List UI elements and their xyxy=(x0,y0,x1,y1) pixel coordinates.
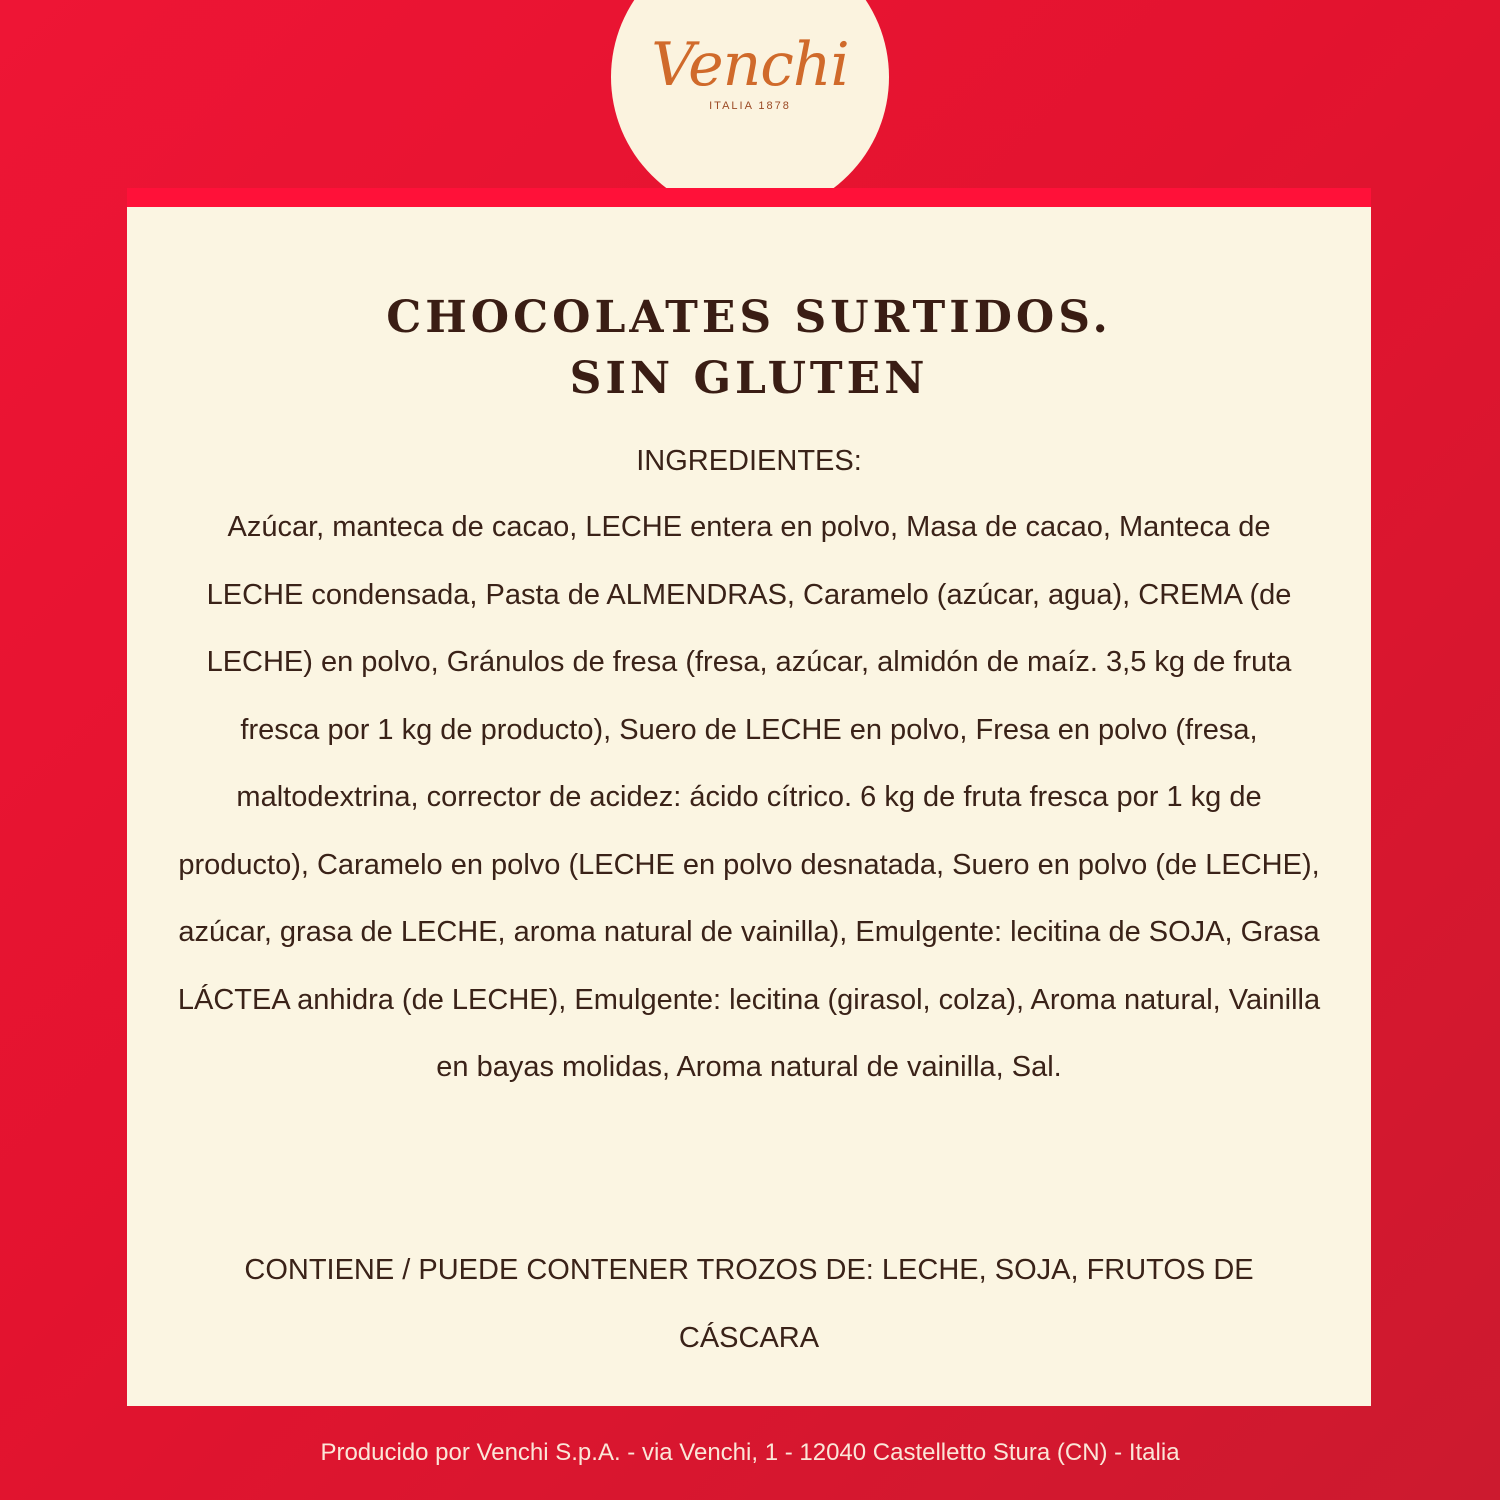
brand-tagline: ITALIA 1878 xyxy=(709,100,791,112)
ingredients-panel xyxy=(127,207,1371,1406)
ingredients-heading: INGREDIENTES: xyxy=(636,445,862,477)
product-title-line1: CHOCOLATES SURTIDOS. xyxy=(386,292,1112,343)
brand-wordmark: Venchi xyxy=(651,30,849,100)
product-title-line2: SIN GLUTEN xyxy=(569,353,929,404)
allergens-statement: CONTIENE / PUEDE CONTENER TROZOS DE: LECHE, SOJA, FRUTOS DE CÁSCARA xyxy=(244,1254,1254,1354)
ingredients-list: Azúcar, manteca de cacao, LECHE entera en polvo, Masa de cacao, Manteca de LECHE condensada, Pasta de ALMENDRAS, Caramelo (azúcar, agua), CREMA (de LECHE) en polvo, Gránulos de fresa (fresa, azúcar, almidón de maíz. 3,5 kg de fruta fresca por 1 kg de producto), Suero de LECHE en polvo, Fresa en polvo (fresa, maltodextrina, corrector de acidez: ácido cítrico. 6 kg de fruta fresca por 1 kg de producto), Caramelo en polvo (LECHE en polvo desnatada, Suero en polvo (de LECHE), azúcar, grasa de LECHE, aroma natural de vainilla), Emulgente: lecitina de SOJA, Grasa LÁCTEA anhidra (de LECHE), Emulgente: lecitina (girasol, colza), Aroma natural, Vainilla en bayas molidas, Aroma natural de vainilla, Sal. xyxy=(177,511,1321,1083)
producer-footer: Producido por Venchi S.p.A. - via Venchi, 1 - 12040 Castelletto Stura (CN) - Italia xyxy=(320,1439,1180,1466)
panel-top-band xyxy=(127,188,1371,207)
product-title xyxy=(127,287,1371,409)
brand-logo xyxy=(611,0,889,216)
